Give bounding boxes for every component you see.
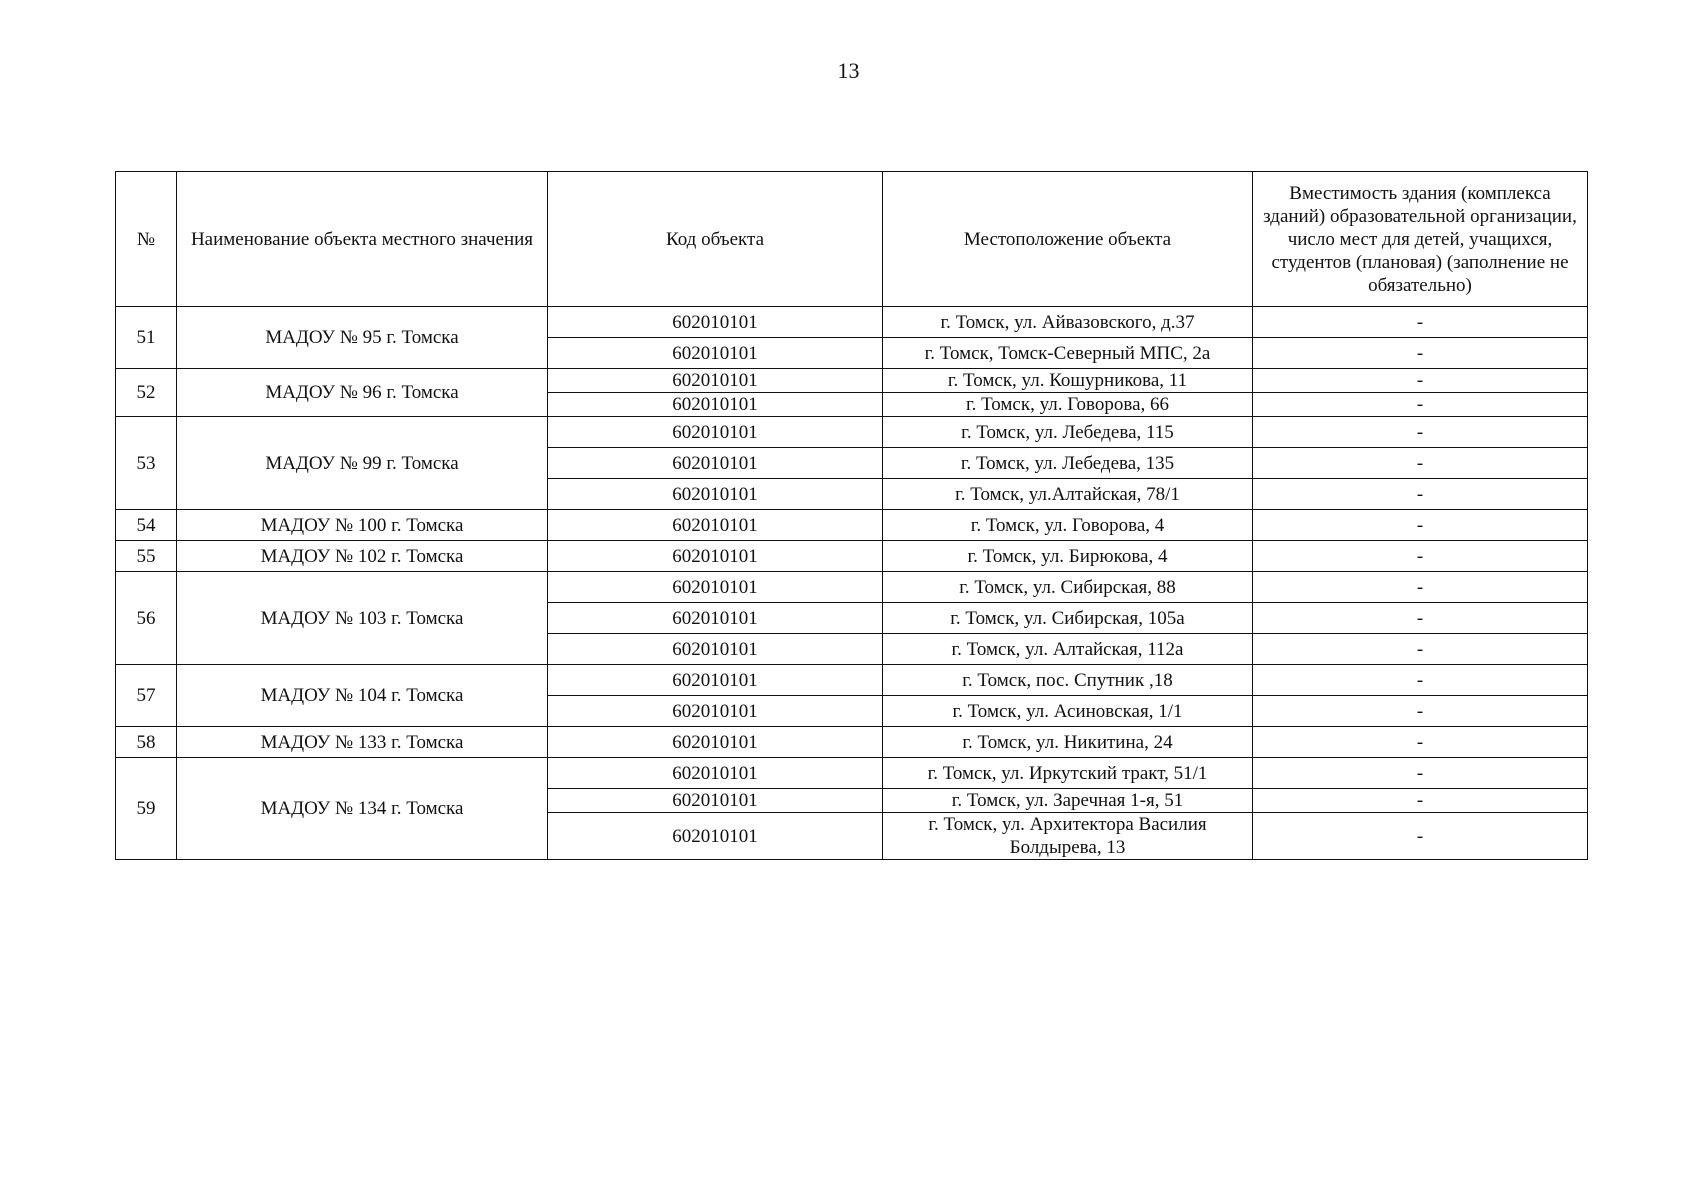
object-code: 602010101 (548, 307, 883, 338)
page-number: 13 (837, 58, 860, 83)
object-capacity: - (1253, 338, 1588, 369)
object-code: 602010101 (548, 696, 883, 727)
object-capacity: - (1253, 448, 1588, 479)
object-name: МАДОУ № 95 г. Томска (177, 307, 548, 369)
object-location: г. Томск, ул. Сибирская, 105а (883, 603, 1253, 634)
table-body (116, 307, 1588, 860)
registry-table (115, 171, 1588, 860)
object-name: МАДОУ № 99 г. Томска (177, 417, 548, 510)
object-name: МАДОУ № 102 г. Томска (177, 541, 548, 572)
object-location: г. Томск, ул. Лебедева, 135 (883, 448, 1253, 479)
header-object-name: Наименование объекта местного значения (177, 172, 548, 307)
object-name: МАДОУ № 134 г. Томска (177, 758, 548, 860)
table-row (116, 417, 1588, 448)
object-capacity: - (1253, 510, 1588, 541)
object-code: 602010101 (548, 369, 883, 393)
object-location: г. Томск, ул. Заречная 1-я, 51 (883, 789, 1253, 813)
object-name: МАДОУ № 103 г. Томска (177, 572, 548, 665)
object-capacity: - (1253, 813, 1588, 860)
object-capacity: - (1253, 634, 1588, 665)
row-number: 56 (116, 572, 177, 665)
object-code: 602010101 (548, 813, 883, 860)
row-number: 55 (116, 541, 177, 572)
object-location: г. Томск, ул. Асиновская, 1/1 (883, 696, 1253, 727)
object-capacity: - (1253, 307, 1588, 338)
object-code: 602010101 (548, 393, 883, 417)
object-capacity: - (1253, 369, 1588, 393)
object-code: 602010101 (548, 541, 883, 572)
object-code: 602010101 (548, 634, 883, 665)
object-capacity: - (1253, 479, 1588, 510)
object-location: г. Томск, ул. Кошурникова, 11 (883, 369, 1253, 393)
object-name: МАДОУ № 104 г. Томска (177, 665, 548, 727)
object-location: г. Томск, ул. Архитектора Василия Болдырева, 13 (883, 813, 1253, 860)
table-row (116, 307, 1588, 338)
row-number: 58 (116, 727, 177, 758)
row-number: 53 (116, 417, 177, 510)
table-row (116, 758, 1588, 789)
object-location: г. Томск, ул.Алтайская, 78/1 (883, 479, 1253, 510)
row-number: 51 (116, 307, 177, 369)
object-code: 602010101 (548, 727, 883, 758)
object-location: г. Томск, ул. Лебедева, 115 (883, 417, 1253, 448)
object-location: г. Томск, пос. Спутник ,18 (883, 665, 1253, 696)
header-number: № (116, 172, 177, 307)
object-code: 602010101 (548, 417, 883, 448)
row-number: 52 (116, 369, 177, 417)
object-code: 602010101 (548, 665, 883, 696)
object-capacity: - (1253, 603, 1588, 634)
object-name: МАДОУ № 96 г. Томска (177, 369, 548, 417)
object-code: 602010101 (548, 758, 883, 789)
object-capacity: - (1253, 665, 1588, 696)
object-code: 602010101 (548, 789, 883, 813)
row-number: 59 (116, 758, 177, 860)
object-location: г. Томск, ул. Айвазовского, д.37 (883, 307, 1253, 338)
object-location: г. Томск, ул. Иркутский тракт, 51/1 (883, 758, 1253, 789)
object-location: г. Томск, ул. Бирюкова, 4 (883, 541, 1253, 572)
object-location: г. Томск, Томск-Северный МПС, 2а (883, 338, 1253, 369)
table-header (116, 172, 1588, 307)
object-capacity: - (1253, 541, 1588, 572)
row-number: 57 (116, 665, 177, 727)
object-code: 602010101 (548, 338, 883, 369)
object-capacity: - (1253, 789, 1588, 813)
object-location: г. Томск, ул. Сибирская, 88 (883, 572, 1253, 603)
object-name: МАДОУ № 100 г. Томска (177, 510, 548, 541)
object-capacity: - (1253, 572, 1588, 603)
object-code: 602010101 (548, 603, 883, 634)
object-code: 602010101 (548, 572, 883, 603)
table-row (116, 541, 1588, 572)
row-number: 54 (116, 510, 177, 541)
object-code: 602010101 (548, 479, 883, 510)
object-capacity: - (1253, 758, 1588, 789)
table-row (116, 369, 1588, 393)
header-object-code: Код объекта (548, 172, 883, 307)
object-name: МАДОУ № 133 г. Томска (177, 727, 548, 758)
object-location: г. Томск, ул. Алтайская, 112а (883, 634, 1253, 665)
table-row (116, 727, 1588, 758)
header-location: Местоположение объекта (883, 172, 1253, 307)
object-code: 602010101 (548, 510, 883, 541)
object-location: г. Томск, ул. Говорова, 4 (883, 510, 1253, 541)
object-capacity: - (1253, 417, 1588, 448)
object-location: г. Томск, ул. Никитина, 24 (883, 727, 1253, 758)
object-location: г. Томск, ул. Говорова, 66 (883, 393, 1253, 417)
table-row (116, 510, 1588, 541)
header-capacity: Вместимость здания (комплекса зданий) образовательной организации, число мест для детей, учащихся, студентов (плановая) (заполнение не обязательно) (1253, 172, 1588, 307)
object-capacity: - (1253, 727, 1588, 758)
table-row (116, 665, 1588, 696)
table-row (116, 572, 1588, 603)
object-capacity: - (1253, 696, 1588, 727)
object-capacity: - (1253, 393, 1588, 417)
object-code: 602010101 (548, 448, 883, 479)
header-row (116, 172, 1588, 307)
